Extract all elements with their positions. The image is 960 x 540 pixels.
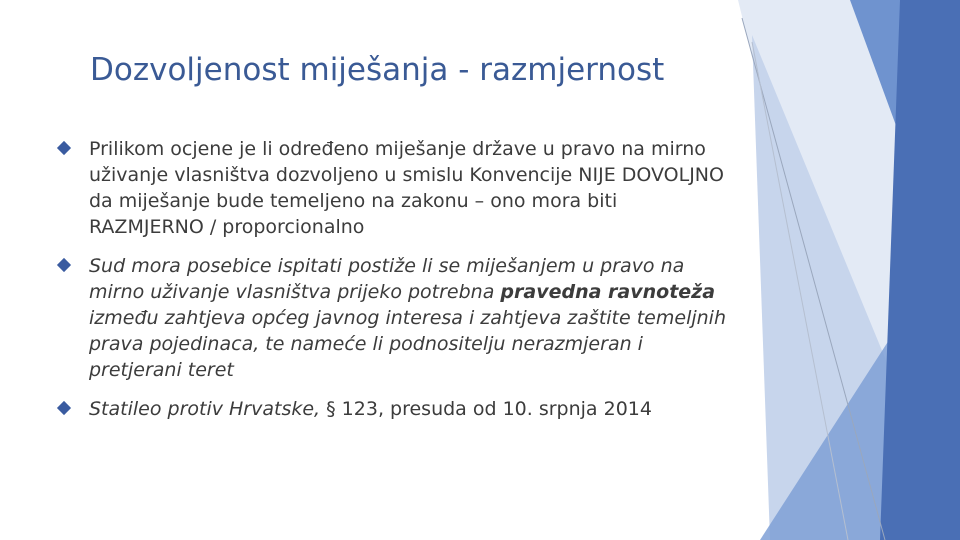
slide-title: Dozvoljenost miješanja - razmjernost bbox=[90, 52, 665, 88]
bullet-item bbox=[58, 396, 738, 422]
bullet-list bbox=[58, 136, 738, 435]
bullet-item bbox=[58, 253, 738, 383]
bullet-text-italic: Sud mora posebice ispitati postiže li se miješanjem u pravo na mirno uživanje vlasništva prijeko potrebna bbox=[89, 255, 685, 303]
diamond-bullet-icon bbox=[57, 258, 71, 272]
diamond-bullet-icon bbox=[57, 141, 71, 155]
case-name: Statileo protiv Hrvatske, bbox=[89, 398, 321, 420]
bullet-text-bold-italic: pravedna ravnoteža bbox=[500, 281, 716, 303]
bullet-text-italic: između zahtjeva općeg javnog interesa i zahtjeva zaštite temeljnih prava pojedinaca, te nameće li podnositelju nerazmjeran i pretjerani teret bbox=[89, 307, 726, 381]
bullet-text: Prilikom ocjene je li određeno miješanje države u pravo na mirno uživanje vlasništva dozvoljeno u smislu Konvencije NIJE DOVOLJNO da miješanje bude temeljeno na zakonu – ono mora biti RAZMJERNO / proporcionalno bbox=[89, 138, 724, 238]
diamond-bullet-icon bbox=[57, 401, 71, 415]
case-citation: § 123, presuda od 10. srpnja 2014 bbox=[326, 398, 652, 420]
bullet-item bbox=[58, 136, 738, 240]
